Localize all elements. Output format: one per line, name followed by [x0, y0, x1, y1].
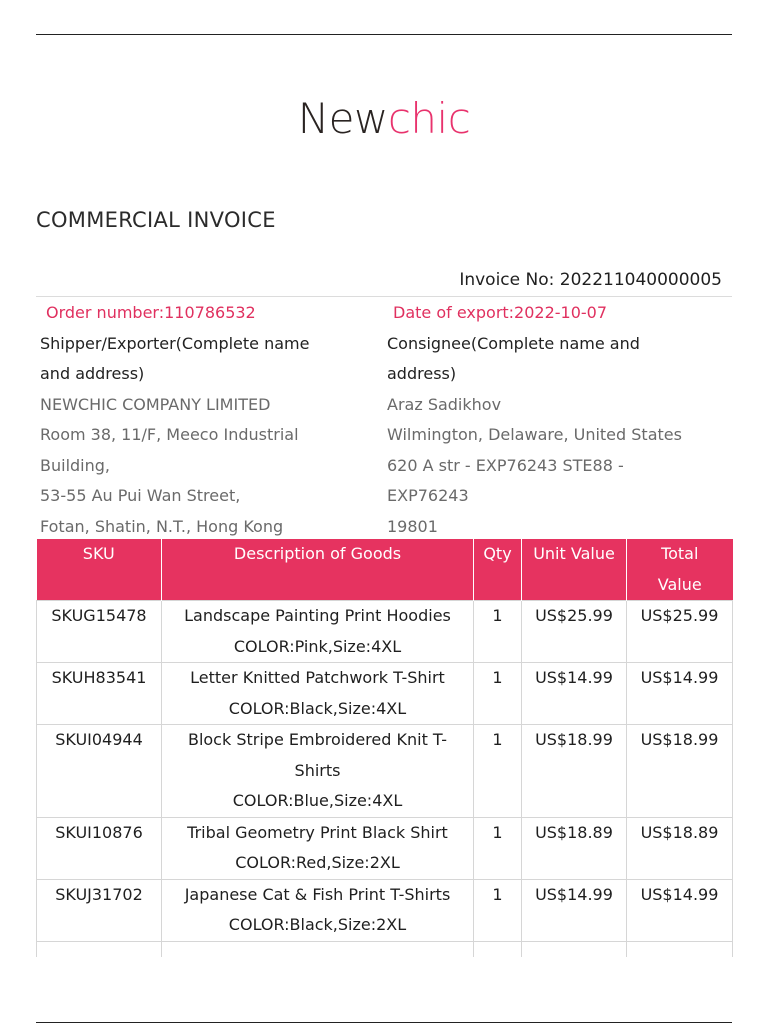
item-title: Landscape Painting Print Hoodies: [184, 606, 451, 625]
shipper-label-line2: and address): [40, 364, 145, 383]
description-cell: [162, 725, 474, 818]
description-cell: [162, 663, 474, 725]
empty-cell: [162, 941, 474, 957]
table-row: [37, 725, 733, 818]
shipper-address-line: 53-55 Au Pui Wan Street,: [40, 486, 241, 505]
table-row-partial: [37, 941, 733, 957]
table-row: [37, 663, 733, 725]
shipper-address-line: Fotan, Shatin, N.T., Hong Kong: [40, 516, 284, 536]
item-attributes: COLOR:Black,Size:2XL: [228, 915, 407, 934]
table-row: [37, 879, 733, 941]
unit-value-cell: US$18.99: [522, 725, 627, 818]
table-row: [37, 817, 733, 879]
consignee-address-line: 19801: [387, 516, 438, 536]
table-header-row: [37, 539, 733, 601]
sku-cell: SKUJ31702: [37, 879, 162, 941]
shipper-address-line: Building,: [40, 455, 110, 475]
item-attributes: COLOR:Pink,Size:4XL: [233, 636, 402, 656]
logo-part-chic: chic: [387, 94, 471, 143]
consignee-address-line: 620 A str - EXP76243 STE88 -: [387, 455, 624, 475]
consignee-name: Araz Sadikhov: [387, 394, 502, 414]
empty-cell: [627, 941, 733, 957]
qty-cell: 1: [474, 817, 522, 879]
consignee-address-line: EXP76243: [387, 486, 469, 505]
sku-cell: SKUI10876: [37, 817, 162, 879]
item-title: Japanese Cat & Fish Print T-Shirts: [184, 884, 451, 904]
item-title-continued: Shirts: [294, 760, 341, 780]
shipper-address-line: Room 38, 11/F, Meeco Industrial: [40, 425, 299, 444]
sku-cell: SKUG15478: [37, 601, 162, 663]
item-title: Letter Knitted Patchwork T-Shirt: [190, 668, 445, 687]
total-value-cell: US$14.99: [627, 663, 733, 725]
empty-cell: [37, 941, 162, 957]
header-total-value: [627, 539, 733, 601]
document-title: COMMERCIAL INVOICE: [36, 208, 276, 232]
goods-table: [36, 539, 733, 957]
unit-value-cell: US$25.99: [522, 601, 627, 663]
header-unit-value: Unit Value: [522, 539, 627, 601]
qty-cell: 1: [474, 725, 522, 818]
consignee-address-line: Wilmington, Delaware, United States: [387, 425, 682, 444]
header-description: Description of Goods: [162, 539, 474, 601]
invoice-number: Invoice No: 202211040000005: [459, 270, 722, 290]
table-row: [37, 601, 733, 663]
description-cell: [162, 879, 474, 941]
qty-cell: 1: [474, 601, 522, 663]
unit-value-cell: US$14.99: [522, 663, 627, 725]
empty-cell: [474, 941, 522, 957]
empty-cell: [522, 941, 627, 957]
header-total-line2: Value: [657, 574, 702, 594]
unit-value-cell: US$14.99: [522, 879, 627, 941]
total-value-cell: US$14.99: [627, 879, 733, 941]
item-title: Tribal Geometry Print Black Shirt: [187, 822, 448, 842]
consignee-label-line1: Consignee(Complete name and: [387, 333, 640, 353]
order-number: Order number:110786532: [46, 303, 256, 322]
date-of-export: Date of export:2022-10-07: [393, 303, 608, 322]
total-value-cell: US$18.99: [627, 725, 733, 818]
item-attributes: COLOR:Red,Size:2XL: [235, 853, 400, 872]
total-value-cell: US$25.99: [627, 601, 733, 663]
qty-cell: 1: [474, 663, 522, 725]
logo-part-new: New: [297, 94, 388, 143]
unit-value-cell: US$18.89: [522, 817, 627, 879]
item-attributes: COLOR:Black,Size:4XL: [228, 698, 407, 718]
qty-cell: 1: [474, 879, 522, 941]
header-sku: SKU: [37, 539, 162, 601]
header-qty: Qty: [474, 539, 522, 601]
shipper-name: NEWCHIC COMPANY LIMITED: [40, 394, 271, 414]
description-cell: [162, 817, 474, 879]
total-value-cell: US$18.89: [627, 817, 733, 879]
item-title: Block Stripe Embroidered Knit T-: [187, 730, 448, 749]
sku-cell: SKUH83541: [37, 663, 162, 725]
consignee-label-line2: address): [387, 364, 457, 383]
bottom-rule: [36, 1022, 732, 1023]
header-total-line1: Total: [661, 544, 699, 563]
shipper-label-line1: Shipper/Exporter(Complete name: [40, 333, 310, 353]
description-cell: [162, 601, 474, 663]
item-attributes: COLOR:Blue,Size:4XL: [232, 791, 403, 810]
sku-cell: SKUI04944: [37, 725, 162, 818]
